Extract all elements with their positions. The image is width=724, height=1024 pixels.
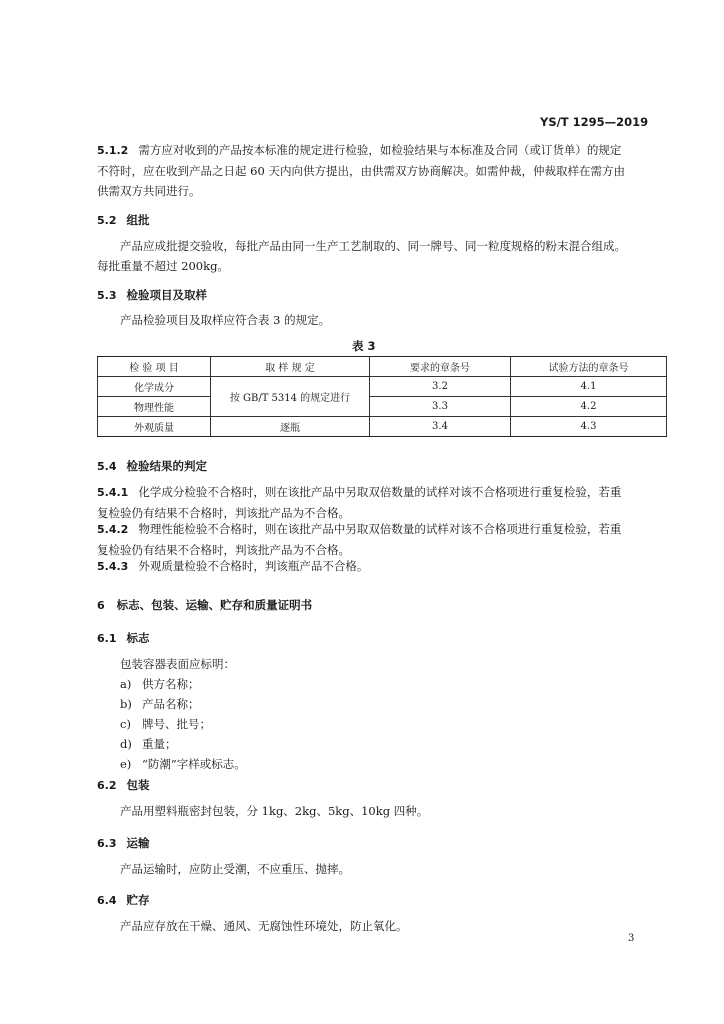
clause-5-4-3 (97, 556, 368, 577)
paragraph-line: 产品检验项目及取样应符合表 3 的规定。 (120, 313, 331, 327)
list-label: a) (120, 677, 132, 691)
heading-title: 包装 (126, 778, 150, 792)
heading-title: 标志、包装、运输、贮存和质量证明书 (116, 598, 313, 612)
heading-title: 标志 (126, 631, 150, 645)
heading-number: 6 (97, 599, 105, 612)
heading-number: 5.2 (97, 214, 117, 227)
paragraph-line: 复检验仍有结果不合格时，判该批产品为不合格。 (97, 543, 350, 557)
clause-number: 5.4.2 (97, 523, 129, 536)
list-item (120, 714, 246, 734)
paragraph-line: 供需双方共同进行。 (97, 184, 201, 198)
table-cell: 化学成分 (98, 377, 211, 397)
list-text: 供方名称； (142, 677, 200, 691)
table-header-cell: 要求的章条号 (370, 357, 511, 377)
clause-number: 5.4.1 (97, 486, 129, 499)
table-cell: 4.2 (511, 397, 667, 417)
heading-title: 检验项目及取样 (126, 288, 207, 302)
paragraph-line: 需方应对收到的产品按本标准的规定进行检验，如检验结果与本标准及合同（或订货单）的规定 (138, 143, 622, 157)
heading-5-2 (97, 212, 150, 228)
list-label: d) (120, 737, 132, 751)
paragraph-line: 产品用塑料瓶密封包装，分 1kg、2kg、5kg、10kg 四种。 (120, 804, 429, 818)
standard-number: YS/T 1295—2019 (540, 115, 649, 129)
heading-number: 5.3 (97, 289, 117, 302)
table-cell: 3.3 (370, 397, 511, 417)
table-cell: 物理性能 (98, 397, 211, 417)
table-cell: 3.4 (370, 417, 511, 437)
table-cell: 逐瓶 (211, 417, 370, 437)
paragraph-line: 复检验仍有结果不合格时，判该批产品为不合格。 (97, 506, 350, 520)
list-item (120, 754, 246, 774)
table-cell: 外观质量 (98, 417, 211, 437)
table-row (98, 377, 667, 397)
list-label: c) (120, 717, 131, 731)
heading-number: 6.1 (97, 632, 117, 645)
page-number: 3 (628, 933, 635, 944)
list-item (120, 674, 246, 694)
table-row (98, 397, 667, 417)
paragraph-line: 不符时，应在收到产品之日起 60 天内向供方提出，由供需双方协商解决。如需仲裁，仲裁取样在需方由 (97, 164, 625, 178)
list-intro: 包装容器表面应标明： (120, 657, 235, 671)
list-text: 重量； (142, 737, 177, 751)
table-cell: 4.3 (511, 417, 667, 437)
list-text: “防潮”字样或标志。 (142, 757, 246, 771)
table-cell: 按 GB/T 5314 的规定进行 (211, 377, 370, 417)
heading-title: 运输 (126, 836, 150, 850)
paragraph-line: 化学成分检验不合格时，则在该批产品中另取双倍数量的试样对该不合格项进行重复检验，若重 (138, 485, 622, 499)
heading-number: 6.2 (97, 779, 117, 792)
clause-number: 5.1.2 (97, 144, 129, 157)
heading-5-4 (97, 458, 207, 474)
paragraph-line: 外观质量检验不合格时，判该瓶产品不合格。 (138, 559, 369, 573)
table-row (98, 417, 667, 437)
paragraph-line: 物理性能检验不合格时，则在该批产品中另取双倍数量的试样对该不合格项进行重复检验，若重 (138, 522, 622, 536)
list-text: 产品名称； (142, 697, 200, 711)
table-header-cell: 试验方法的章条号 (511, 357, 667, 377)
paragraph-line: 产品应成批提交验收，每批产品由同一生产工艺制取的、同一牌号、同一粒度规格的粉末混合组成。 (120, 239, 626, 253)
clause-number: 5.4.3 (97, 560, 129, 573)
heading-title: 检验结果的判定 (126, 459, 207, 473)
list-label: e) (120, 757, 132, 771)
table-cell: 3.2 (370, 377, 511, 397)
clause-5-4-2 (97, 519, 668, 560)
paragraph-line: 每批重量不超过 200kg。 (97, 259, 229, 273)
clause-5-1-2 (97, 140, 668, 201)
heading-title: 贮存 (126, 893, 150, 907)
list-item (120, 734, 246, 754)
heading-number: 5.4 (97, 460, 117, 473)
table-header-row (98, 357, 667, 377)
paragraph-line: 产品运输时，应防止受潮，不应重压、抛摔。 (120, 862, 350, 876)
heading-number: 6.4 (97, 894, 117, 907)
list-label: b) (120, 697, 132, 711)
heading-6-4 (97, 892, 150, 908)
paragraph-line: 产品应存放在干燥、通风、无腐蚀性环境处，防止氧化。 (120, 919, 408, 933)
table-header-cell: 检 验 项 目 (98, 357, 211, 377)
heading-6-3 (97, 835, 150, 851)
list-text: 牌号、批号； (142, 717, 211, 731)
heading-5-3 (97, 287, 207, 303)
heading-6 (97, 597, 312, 613)
table-caption: 表 3 (352, 339, 376, 353)
heading-title: 组批 (126, 213, 150, 227)
clause-5-4-1 (97, 482, 668, 523)
table-header-cell: 取 样 规 定 (211, 357, 370, 377)
list-marking-items (120, 674, 246, 774)
table-cell: 4.1 (511, 377, 667, 397)
list-item (120, 694, 246, 714)
heading-number: 6.3 (97, 837, 117, 850)
heading-6-1 (97, 630, 150, 646)
heading-6-2 (97, 777, 150, 793)
inspection-table (97, 356, 667, 437)
